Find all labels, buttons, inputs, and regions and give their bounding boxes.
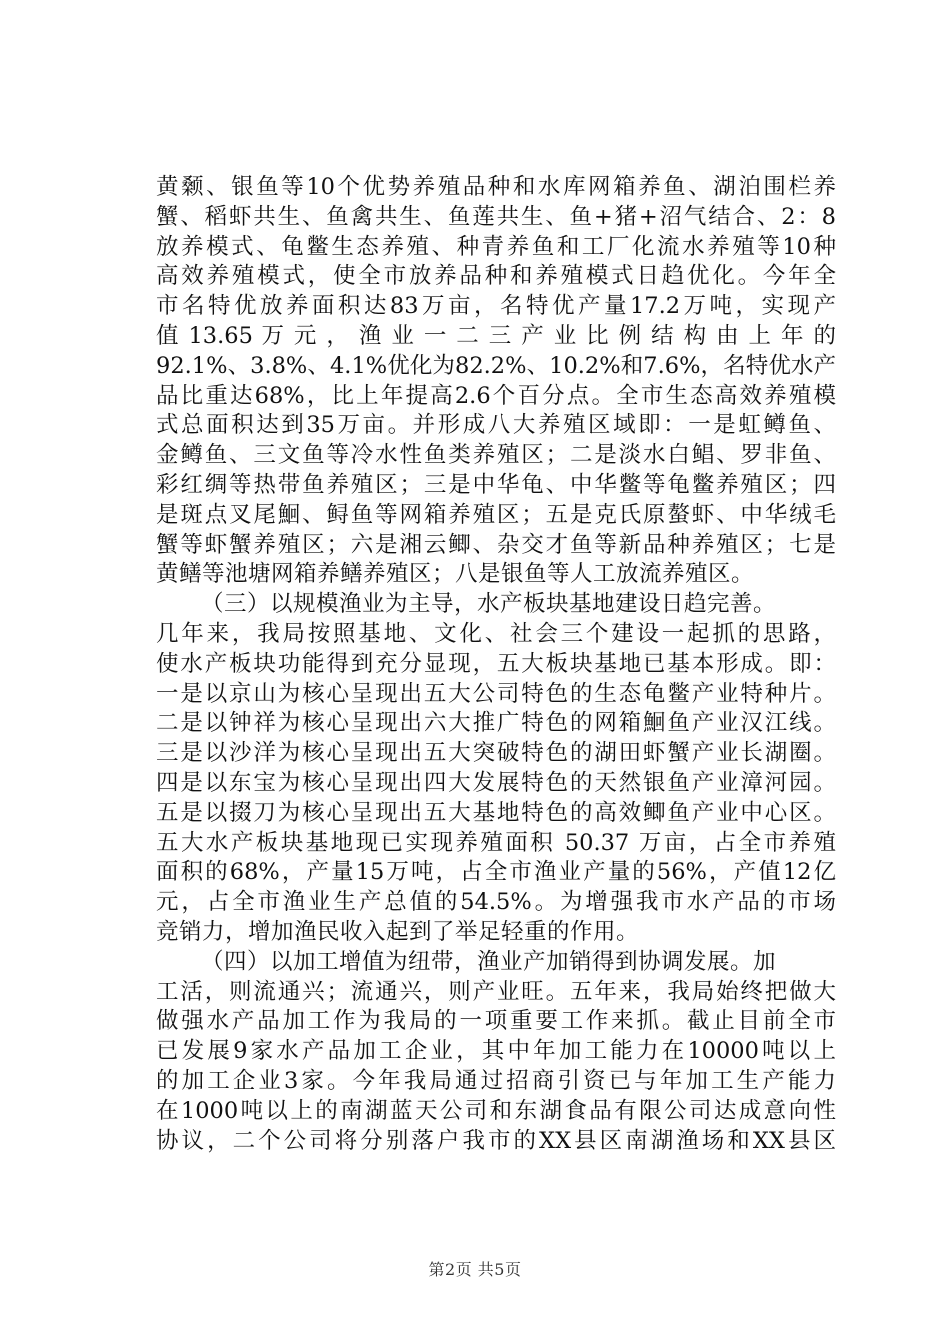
text-line: 竞销力，增加渔民收入起到了举足轻重的作用。: [156, 918, 640, 945]
text-line: 黄鳝等池塘网箱养鳝养殖区；八是银鱼等人工放流养殖区。: [156, 561, 755, 588]
text-line: 元，占全市渔业生产总值的54.5%。为增强我市水产品的市场: [156, 889, 836, 916]
text-line: 高效养殖模式，使全市放养品种和养殖模式日趋优化。今年全: [156, 263, 836, 290]
text-line: 黄颡、银鱼等10个优势养殖品种和水库网箱养鱼、湖泊围栏养: [156, 174, 836, 200]
text-line: 四是以东宝为核心呈现出四大发展特色的天然银鱼产业漳河园。: [156, 769, 836, 796]
text-line: 放养模式、龟鳖生态养殖、种青养鱼和工厂化流水养殖等10种: [156, 233, 836, 260]
text-line: 金鳟鱼、三文鱼等冷水性鱼类养殖区；二是淡水白鲳、罗非鱼、: [156, 442, 836, 469]
text-line: 三是以沙洋为核心呈现出五大突破特色的湖田虾蟹产业长湖圈。: [156, 740, 836, 767]
body-text: [156, 173, 836, 1156]
text-line: 协议，二个公司将分别落户我市的XX县区南湖渔场和XX县区: [156, 1127, 836, 1154]
text-line: 市名特优放养面积达83万亩，名特优产量17.2万吨，实现产: [156, 293, 836, 320]
paragraph-heading: （四）以加工增值为纽带，渔业产加销得到协调发展。加: [201, 948, 777, 975]
paragraph-heading: （三）以规模渔业为主导，水产板块基地建设日趋完善。: [201, 591, 777, 618]
text-line: 彩红绸等热带鱼养殖区；三是中华龟、中华鳖等龟鳖养殖区；四: [156, 471, 836, 498]
text-line: 一是以京山为核心呈现出五大公司特色的生态龟鳖产业特种片。: [156, 680, 836, 707]
text-line: 使水产板块功能得到充分显现，五大板块基地已基本形成。即：: [156, 650, 836, 677]
text-line: 做强水产品加工作为我局的一项重要工作来抓。截止目前全市: [156, 1008, 836, 1035]
text-line: 蟹、稻虾共生、鱼禽共生、鱼莲共生、鱼+猪+沼气结合、2：8: [156, 203, 836, 230]
text-line: 在1000吨以上的南湖蓝天公司和东湖食品有限公司达成意向性: [156, 1097, 836, 1124]
text-line: 品比重达68%，比上年提高2.6个百分点。全市生态高效养殖模: [156, 382, 836, 409]
text-line: 已发展9家水产品加工企业，其中年加工能力在10000吨以上: [156, 1038, 836, 1065]
text-line: 二是以钟祥为核心呈现出六大推广特色的网箱鮰鱼产业汉江线。: [156, 710, 836, 737]
text-line: 蟹等虾蟹养殖区；六是湘云鲫、杂交才鱼等新品种养殖区；七是: [156, 531, 836, 558]
text-line: 五是以掇刀为核心呈现出五大基地特色的高效鲫鱼产业中心区。: [156, 799, 836, 826]
text-line: 值 13.65 万 元 ， 渔 业 一 二 三 产 业 比 例 结 构 由 上 年 的: [156, 322, 836, 349]
text-line: 式总面积达到35万亩。并形成八大养殖区域即：一是虹鳟鱼、: [156, 412, 836, 439]
page-number: 第2页 共5页: [428, 1260, 522, 1279]
text-line: 五大水产板块基地现已实现养殖面积 50.37 万亩，占全市养殖: [156, 829, 836, 856]
text-line: 几年来，我局按照基地、文化、社会三个建设一起抓的思路，: [156, 620, 836, 647]
text-line: 工活，则流通兴；流通兴，则产业旺。五年来，我局始终把做大: [156, 978, 836, 1005]
text-line: 的加工企业3家。今年我局通过招商引资已与年加工生产能力: [156, 1067, 836, 1094]
text-line: 92.1%、3.8%、4.1%优化为82.2%、10.2%和7.6%，名特优水产: [156, 352, 836, 379]
text-line: 面积的68%，产量15万吨，占全市渔业产量的56%，产值12亿: [156, 859, 836, 886]
text-line: 是斑点叉尾鮰、鲟鱼等网箱养殖区；五是克氏原螯虾、中华绒毛: [156, 501, 836, 528]
